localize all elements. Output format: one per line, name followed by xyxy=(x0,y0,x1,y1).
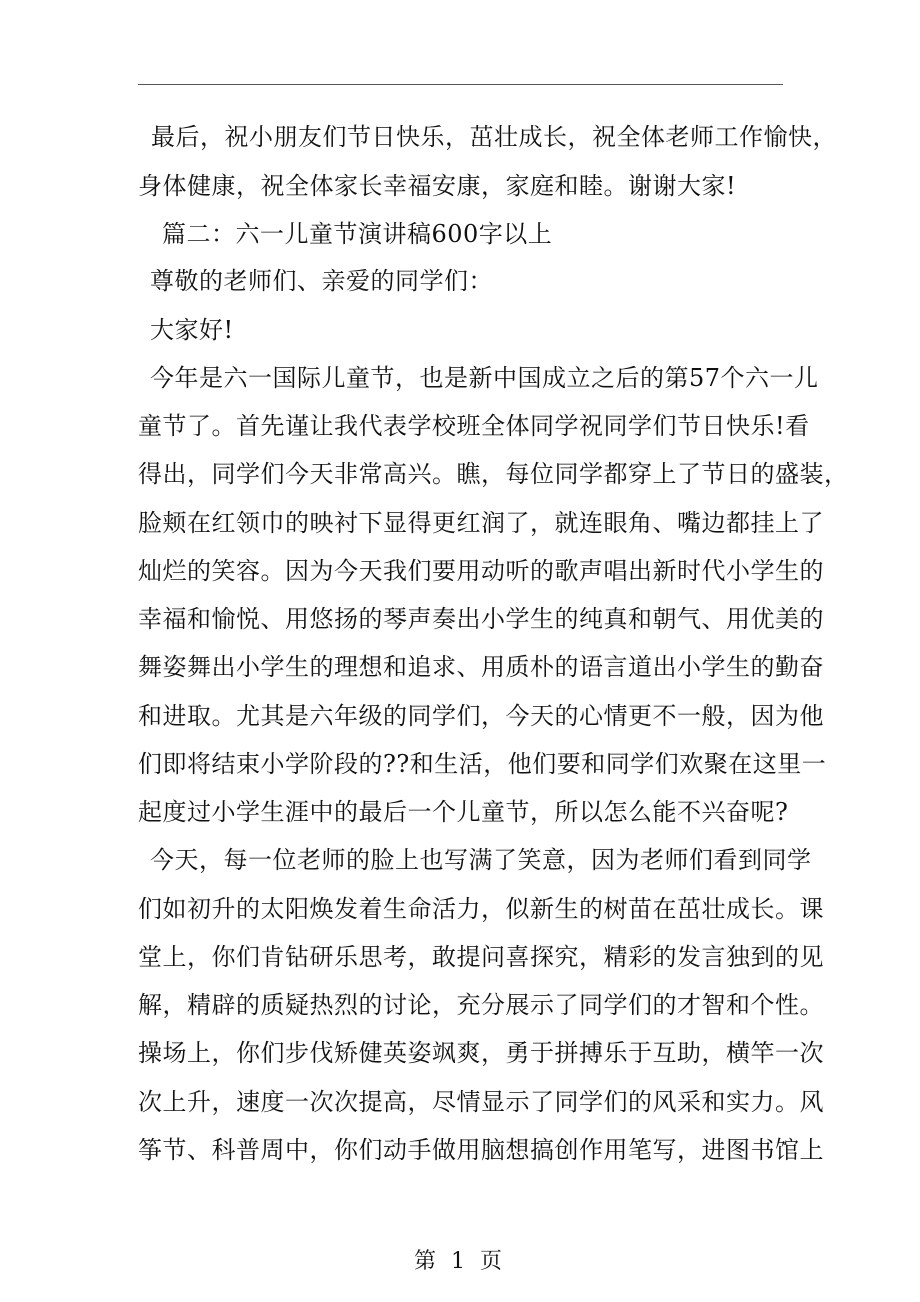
text-line: 童节了。首先谨让我代表学校班全体同学祝同学们节日快乐!看 xyxy=(138,412,810,440)
text-line: 起度过小学生涯中的最后一个儿童节，所以怎么能不兴奋呢? xyxy=(138,798,789,826)
text-line: 舞姿舞出小学生的理想和追求、用质朴的语言道出小学生的勤奋 xyxy=(138,653,824,681)
text-line: 今天，每一位老师的脸上也写满了笑意，因为老师们看到同学 xyxy=(150,846,812,874)
greeting: 大家好! xyxy=(150,316,234,344)
text-line: 筝节、科普周中，你们动手做用脑想搞创作用笔写，进图书馆上 xyxy=(138,1136,824,1164)
text-line: 脸颊在红领巾的映衬下显得更红润了，就连眼角、嘴边都挂上了 xyxy=(138,509,824,537)
text-line: 们如初升的太阳焕发着生命活力，似新生的树苗在茁壮成长。课 xyxy=(138,895,824,923)
text-line: 解，精辟的质疑热烈的讨论，充分展示了同学们的才智和个性。 xyxy=(138,991,824,1019)
page-number: 第 1 页 xyxy=(414,1249,506,1274)
text-line: 灿烂的笑容。因为今天我们要用动听的歌声唱出新时代小学生的 xyxy=(138,557,824,585)
header-rule xyxy=(138,84,783,85)
section-heading: 篇二：六一儿童节演讲稿600字以上 xyxy=(162,220,553,248)
text-line: 幸福和愉悦、用悠扬的琴声奏出小学生的纯真和朝气、用优美的 xyxy=(138,605,824,633)
text-line: 堂上，你们肯钻研乐思考，敢提问喜探究，精彩的发言独到的见 xyxy=(138,943,824,971)
text-line: 身体健康，祝全体家长幸福安康，家庭和睦。谢谢大家! xyxy=(138,172,737,200)
text-line: 最后，祝小朋友们节日快乐，茁壮成长，祝全体老师工作愉快， xyxy=(151,123,837,151)
text-line: 和进取。尤其是六年级的同学们，今天的心情更不一般，因为他 xyxy=(138,702,824,730)
text-line: 得出，同学们今天非常高兴。瞧，每位同学都穿上了节日的盛装， xyxy=(138,460,849,488)
text-line: 们即将结束小学阶段的??和生活，他们要和同学们欢聚在这里一 xyxy=(138,750,827,778)
salutation: 尊敬的老师们、亲爱的同学们： xyxy=(150,267,493,295)
text-line: 次上升，速度一次次提高，尽情显示了同学们的风采和实力。风 xyxy=(138,1088,824,1116)
text-line: 操场上，你们步伐矫健英姿飒爽，勇于拼搏乐于互助，横竿一次 xyxy=(138,1039,824,1067)
text-line: 今年是六一国际儿童节，也是新中国成立之后的第57个六一儿 xyxy=(150,364,819,392)
